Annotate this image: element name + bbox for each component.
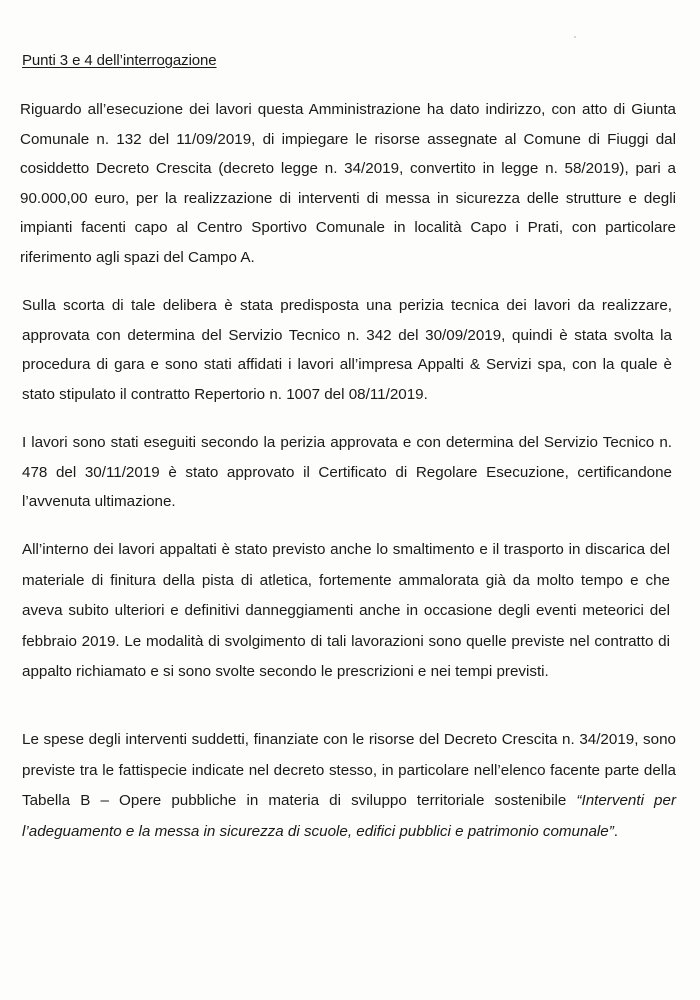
paragraph-5-quote: “Interventi per l’adeguamento e la messa in sicurezza di scuole, edifici pubblici e patrimonio comunale”: [22, 792, 677, 840]
paragraph-2: Sulla scorta di tale delibera è stata predisposta una perizia tecnica dei lavori da realizzare, approvata con determina del Servizio Tecnico n. 342 del 30/09/2019, quindi è stata svolta la procedura di gara e sono stati affidati i lavori all’impresa Appalti & Servizi spa, con la quale è stato stipulato il contratto Repertorio n. 1007 del 08/11/2019.: [22, 297, 672, 403]
scan-speck: [574, 36, 576, 38]
paragraph-5-end: .: [613, 822, 619, 840]
paragraph-4: All’interno dei lavori appaltati è stato previsto anche lo smaltimento e il trasporto in discarica del materiale di finitura della pista di atletica, fortemente ammalorata già da molto tempo e che aveva subito ulteriori e definitivi danneggiamenti anche in occasione degli eventi meteorici del febbraio 2019. Le modalità di svolgimento di tali lavorazioni sono quelle previste nel contratto di appalto richiamato e si sono svolte secondo le prescrizioni e nei tempi previsti.: [22, 541, 670, 680]
paragraph-3: I lavori sono stati eseguiti secondo la perizia approvata e con determina del Servizio Tecnico n. 478 del 30/11/2019 è stato approvato il Certificato di Regolare Esecuzione, certificandone l’avvenuta ultimazione.: [22, 434, 672, 511]
paragraph-5-text: Le spese degli interventi suddetti, finanziate con le risorse del Decreto Crescita n. 34/2019, sono previste tra le fattispecie indicate nel decreto stesso, in particolare nell’elenco facente parte della Tabella B – Opere pubbliche in materia di sviluppo territoriale sostenibile: [22, 731, 676, 809]
paragraph-1: Riguardo all’esecuzione dei lavori questa Amministrazione ha dato indirizzo, con atto di Giunta Comunale n. 132 del 11/09/2019, di impiegare le risorse assegnate al Comune di Fiuggi dal cosiddetto Decreto Crescita (decreto legge n. 34/2019, convertito in legge n. 58/2019), pari a 90.000,00 euro, per la realizzazione di interventi di messa in sicurezza delle strutture e degli impianti facenti capo al Centro Sportivo Comunale in località Capo i Prati, con particolare riferimento agli spazi del Campo A.: [20, 101, 676, 266]
section-heading: Punti 3 e 4 dell’interrogazione: [22, 52, 217, 69]
paragraph-5: [22, 725, 676, 847]
